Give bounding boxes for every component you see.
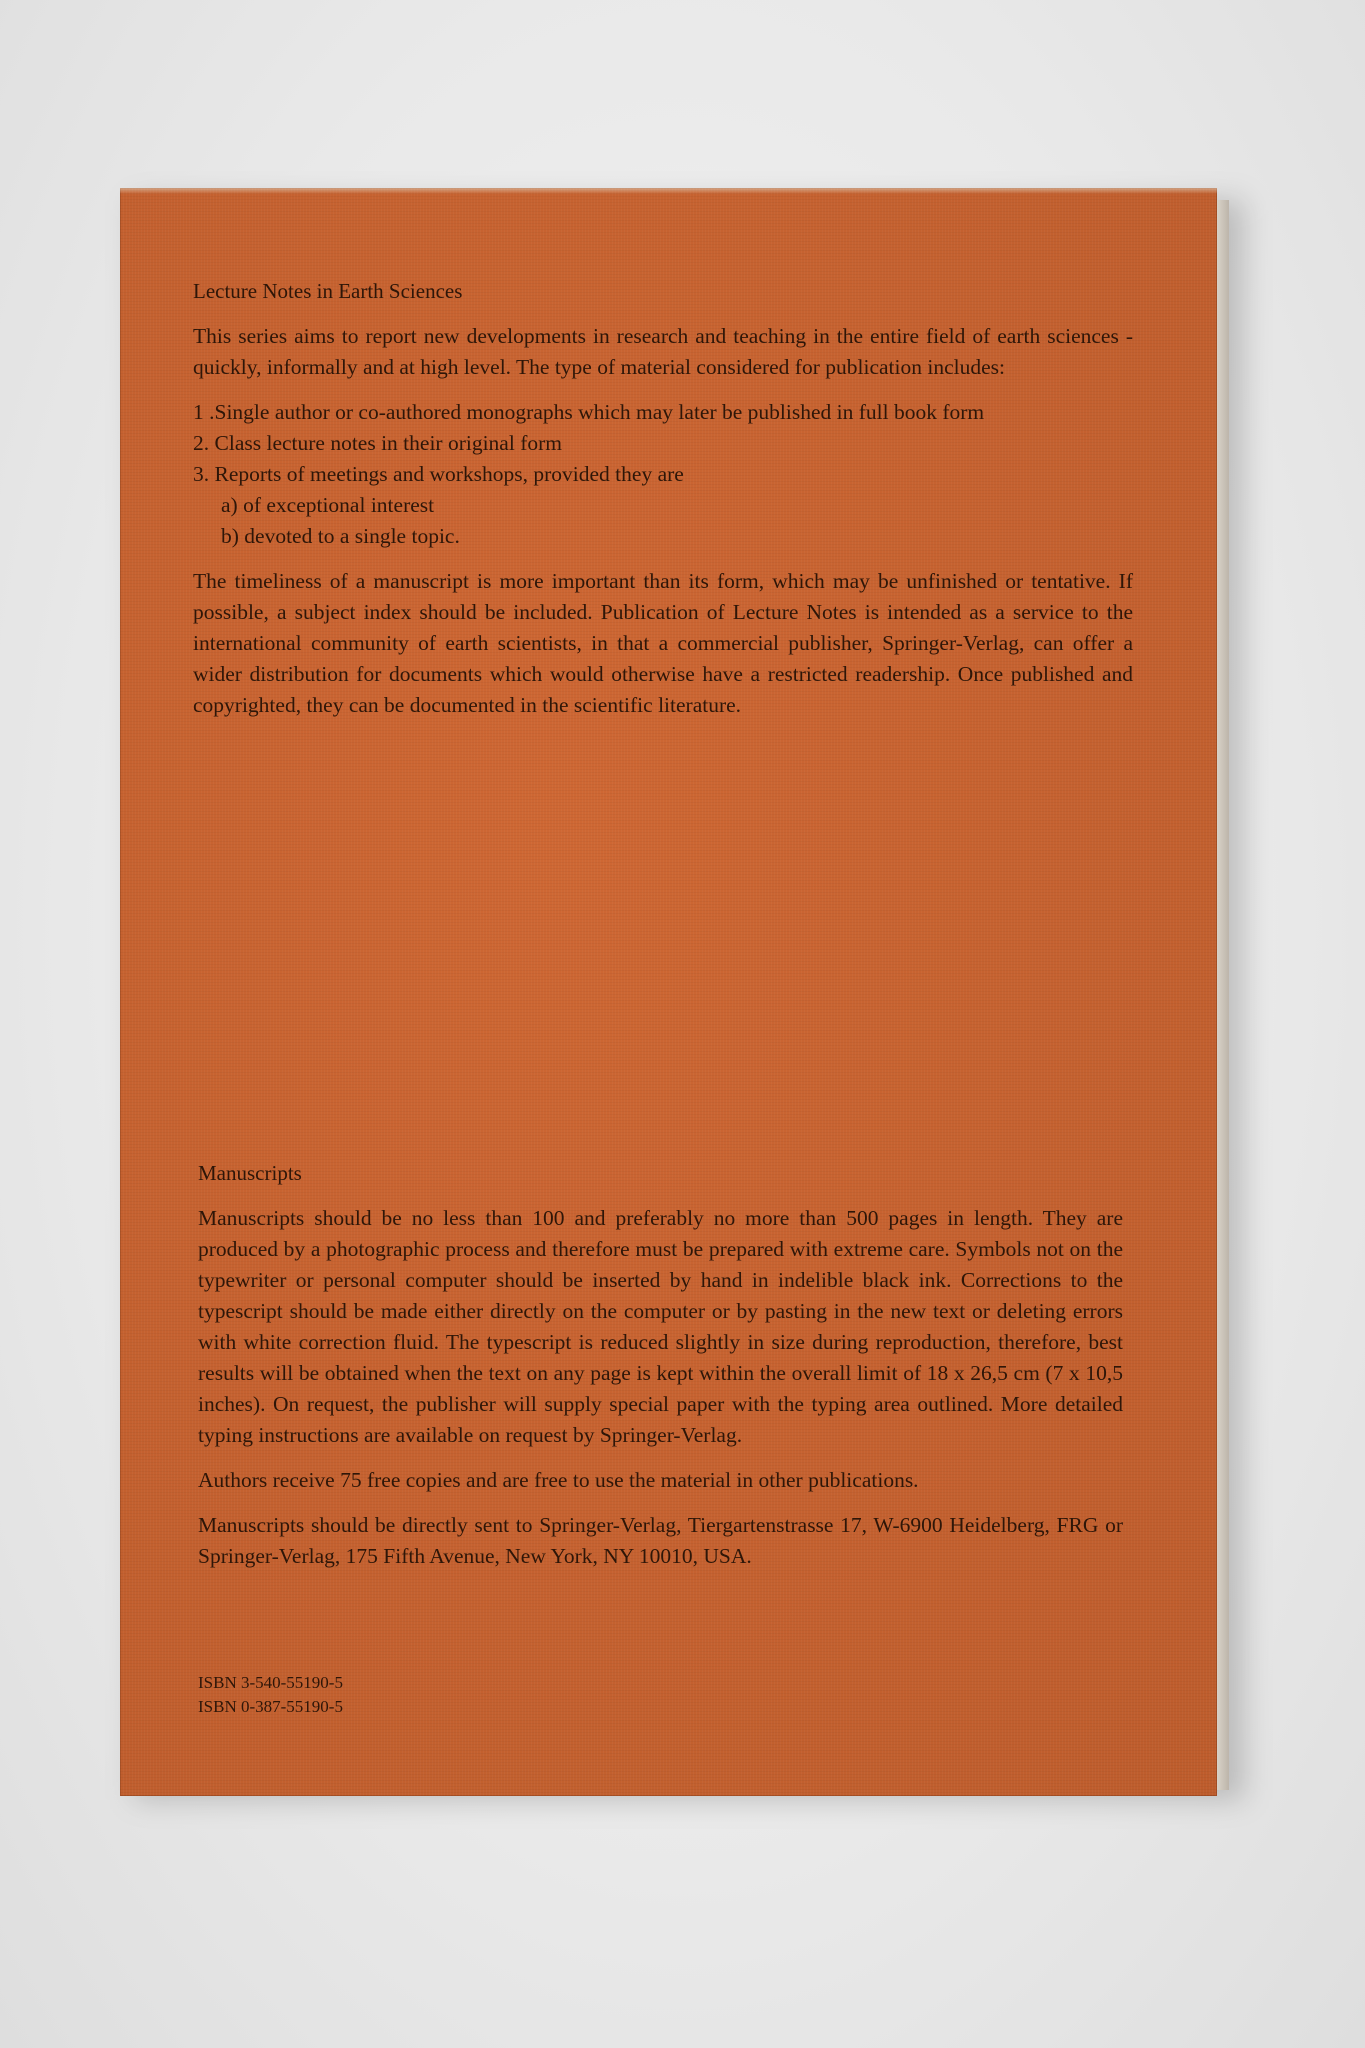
- series-intro: This series aims to report new developments in research and teaching in the entire field of earth sciences - quickly, informally and at high level. The type of material considered for publication includes:: [193, 324, 1133, 379]
- sub-list-item: b) devoted to a single topic.: [221, 524, 460, 548]
- manuscripts-heading: Manuscripts: [198, 1161, 302, 1185]
- series-description-block: [193, 276, 1133, 735]
- isbn-line: ISBN 0-387-55190-5: [198, 1697, 343, 1716]
- manuscripts-block: [198, 1158, 1123, 1586]
- book-back-cover: [120, 188, 1217, 1796]
- material-type-list: [193, 397, 1133, 552]
- series-title: Lecture Notes in Earth Sciences: [193, 279, 463, 303]
- send-to-paragraph: Manuscripts should be directly sent to Springer-Verlag, Tiergartenstrasse 17, W-6900 Heidelberg, FRG or Springer-Verlag, 175 Fifth Avenue, New York, NY 10010, USA.: [198, 1513, 1123, 1568]
- timeliness-paragraph: The timeliness of a manuscript is more important than its form, which may be unfinished or tentative. If possible, a subject index should be included. Publication of Lecture Notes is intended as a service to the international community of earth scientists, in that a commercial publisher, Springer-Verlag, can offer a wider distribution for documents which would otherwise have a restricted readership. Once published and copyrighted, they can be documented in the scientific literature.: [193, 569, 1133, 717]
- list-item: 3. Reports of meetings and workshops, provided they are: [193, 462, 684, 486]
- page-edges: [1217, 200, 1229, 1790]
- cover-top-edge-wear: [120, 188, 1217, 194]
- authors-copies-paragraph: Authors receive 75 free copies and are free to use the material in other publications.: [198, 1468, 919, 1492]
- list-item: 2. Class lecture notes in their original form: [193, 431, 562, 455]
- list-item: 1 .Single author or co-authored monographs which may later be published in full book form: [193, 400, 985, 424]
- isbn-line: ISBN 3-540-55190-5: [198, 1673, 343, 1692]
- manuscripts-paragraph: Manuscripts should be no less than 100 and preferably no more than 500 pages in length. They are produced by a photographic process and therefore must be prepared with extreme care. Symbols not on the typewriter or personal computer should be inserted by hand in indelible black ink. Corrections to the typescript should be made either directly on the computer or by pasting in the new text or deleting errors with white correction fluid. The typescript is reduced slightly in size during reproduction, therefore, best results will be obtained when the text on any page is kept within the overall limit of 18 x 26,5 cm (7 x 10,5 inches). On request, the publisher will supply special paper with the typing area outlined. More detailed typing instructions are available on request by Springer-Verlag.: [198, 1206, 1123, 1447]
- isbn-block: [198, 1671, 343, 1719]
- sub-list-item: a) of exceptional interest: [221, 493, 435, 517]
